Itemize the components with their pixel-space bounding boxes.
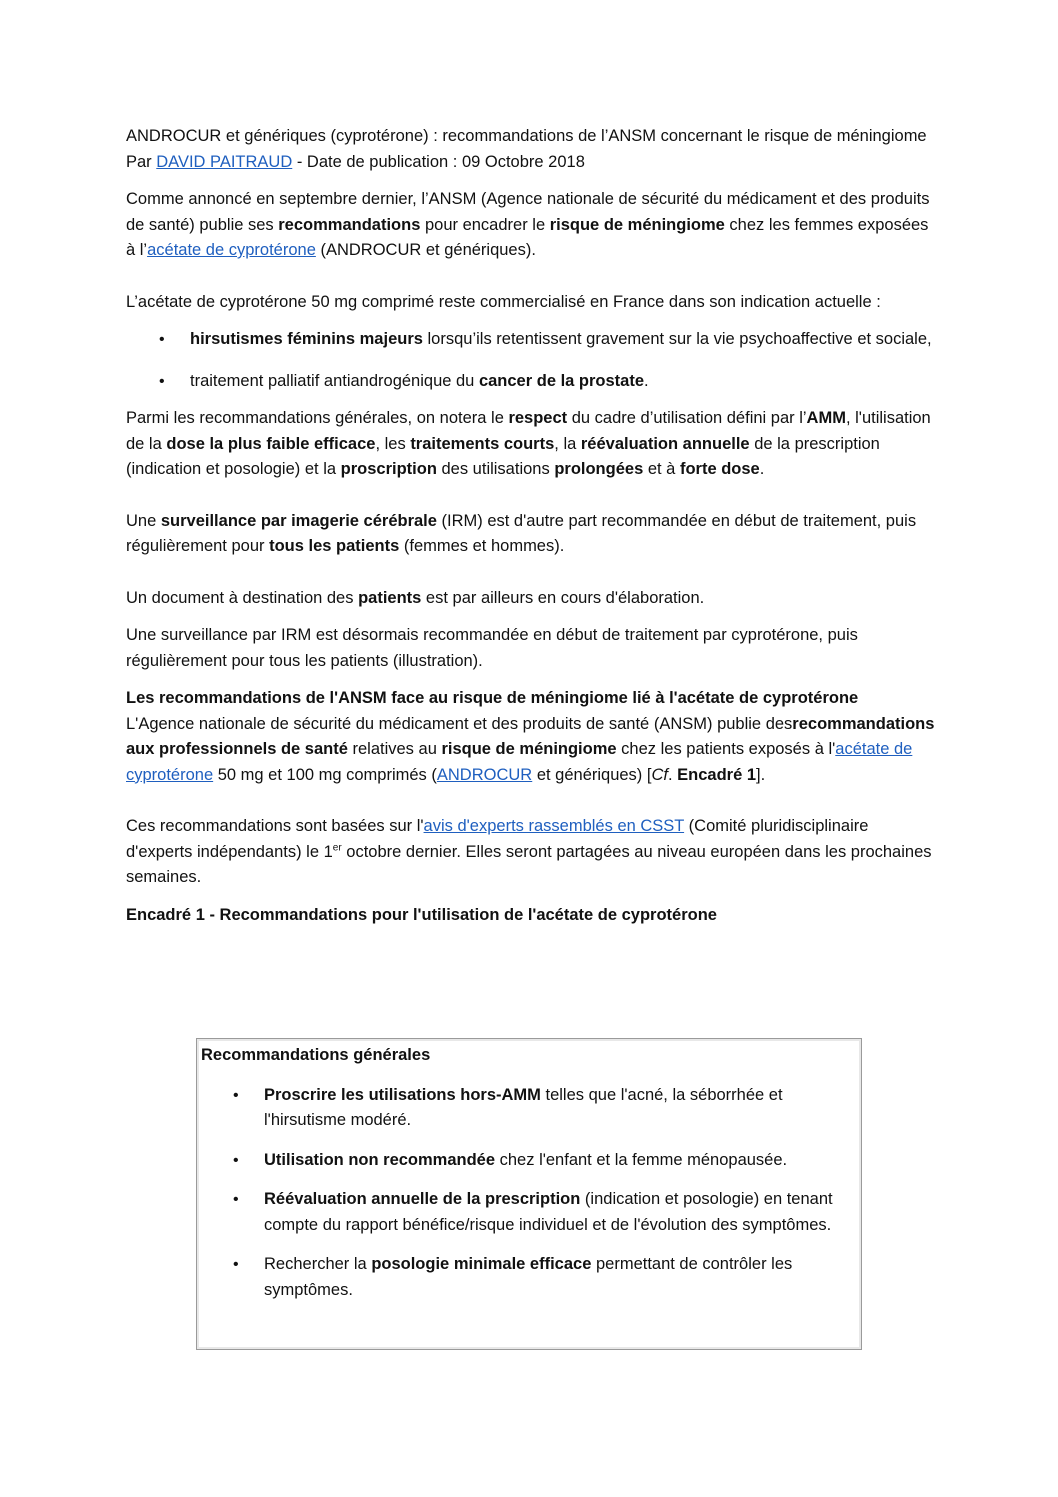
irm-paragraph: Une surveillance par IRM est désormais recommandée en début de traitement par cyprotérone, puis régulièrement pour tous les patients (illustration). (126, 626, 858, 670)
encadre-heading: Encadré 1 - Recommandations pour l'utilisation de l'acétate de cyprotérone (126, 905, 717, 924)
recommendations-box (196, 1038, 862, 1350)
section-heading: Les recommandations de l'ANSM face au risque de méningiome lié à l'acétate de cyprotérone (126, 689, 859, 707)
list-item: • Réévaluation annuelle de la prescription (indication et posologie) en tenant compte du rapport bénéfice/risque individuel et de l'évolution des symptômes. (201, 1187, 851, 1238)
general-recommendations-paragraph: Parmi les recommandations générales, on notera le respect du cadre d’utilisation défini par l’AMM, l'utilisation de la dose la plus faible efficace, les traitements courts, la réévaluation annuelle de la prescription (indication et posologie) et la proscription des utilisations prolongées et à forte dose. (126, 409, 931, 478)
indication-paragraph: L’acétate de cyprotérone 50 mg comprimé reste commercialisé en France dans son indication actuelle : (126, 292, 881, 311)
surveillance-paragraph: Une surveillance par imagerie cérébrale (IRM) est d'autre part recommandée en début de traitement, puis régulièrement pour tous les patients (femmes et hommes). (126, 511, 917, 555)
experts-paragraph: Ces recommandations sont basées sur l'avis d'experts rassemblés en CSST (Comité pluridisciplinaire d'experts indépendants) le 1er octobre dernier. Elles seront partagées au niveau européen dans les prochaines semaines. (126, 817, 932, 886)
article-title (126, 124, 936, 175)
title-text: ANDROCUR et génériques (cyprotérone) : recommandations de l’ANSM concernant le risque de méningiome Par (126, 127, 927, 171)
publication-date: - Date de publication : 09 Octobre 2018 (292, 152, 585, 171)
intro-paragraph: Comme annoncé en septembre dernier, l’ANSM (Agence nationale de sécurité du médicament et des produits de santé) publie ses recommandations pour encadrer le risque de méningiome chez les femmes exposées à l’acétate de cyprotérone (ANDROCUR et génériques). (126, 190, 930, 259)
document-body (126, 124, 936, 928)
csst-link[interactable]: avis d'experts rassemblés en CSST (423, 817, 685, 835)
cyproterone-link[interactable]: acétate de cyprotérone (147, 241, 316, 259)
list-item: • Rechercher la posologie minimale efficace permettant de contrôler les symptômes. (201, 1252, 851, 1303)
list-item: • hirsutismes féminins majeurs lorsqu’ils retentissent gravement sur la vie psychoaffective et sociale, (126, 327, 936, 353)
list-item: • Proscrire les utilisations hors-AMM telles que l'acné, la séborrhée et l'hirsutisme modéré. (201, 1083, 851, 1134)
ansm-section: Les recommandations de l'ANSM face au risque de méningiome lié à l'acétate de cyprotérone L'Agence nationale de sécurité du médicament et des produits de santé (ANSM) publie desrecommandations aux professionnels de santé relatives au risque de méningiome chez les patients exposés à l'acétate de cyprotérone 50 mg et 100 mg comprimés (ANDROCUR et génériques) [Cf. Encadré 1]. (126, 689, 935, 784)
list-item: • traitement palliatif antiandrogénique du cancer de la prostate. (126, 369, 936, 395)
patient-document-paragraph: Un document à destination des patients est par ailleurs en cours d'élaboration. (126, 588, 705, 607)
recommendations-list (201, 1083, 851, 1304)
androcur-link[interactable]: ANDROCUR (436, 765, 533, 784)
author-link[interactable]: DAVID PAITRAUD (156, 152, 293, 171)
list-item: • Utilisation non recommandée chez l'enfant et la femme ménopausée. (201, 1148, 851, 1174)
indications-list (126, 327, 936, 394)
cyproterone-link-2[interactable]: acétate de cyprotérone (126, 740, 913, 784)
box-title: Recommandations générales (201, 1046, 431, 1064)
